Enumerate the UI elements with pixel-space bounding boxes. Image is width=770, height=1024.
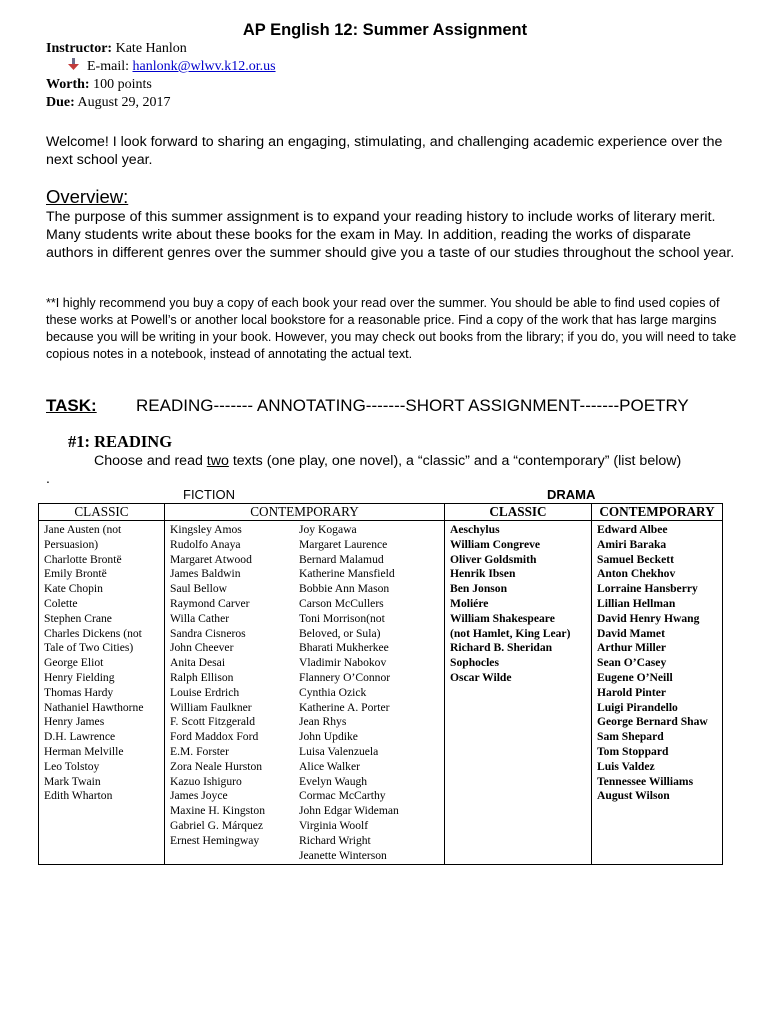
list-item: Luigi Pirandello [597, 700, 678, 714]
list-item: Flannery O’Connor [299, 670, 391, 684]
drama-label: DRAMA [547, 487, 596, 502]
list-item: John Cheever [170, 641, 234, 655]
list-item: Kate Chopin [44, 582, 103, 596]
list-item: Luis Valdez [597, 759, 655, 773]
list-item: Anita Desai [170, 656, 226, 670]
reading-heading: #1: READING [68, 432, 173, 451]
task-label: TASK: [46, 396, 97, 415]
instructor-name: Kate Hanlon [115, 41, 187, 56]
list-item: Colette [44, 596, 78, 610]
list-item: Henry Fielding [44, 670, 115, 684]
email-line [68, 58, 276, 75]
drama-contemporary-list [592, 521, 723, 865]
list-item: Oliver Goldsmith [450, 552, 537, 566]
list-item: Toni Morrison(not [299, 611, 385, 625]
list-item: Luisa Valenzuela [299, 744, 379, 758]
fiction-classic-items [44, 523, 164, 804]
overview-heading: Overview: [46, 186, 129, 207]
list-item: Gabriel G. Márquez [170, 818, 264, 832]
list-item: Sophocles [450, 656, 499, 670]
stray-dot: . [46, 470, 50, 486]
list-item: Bernard Malamud [299, 552, 384, 566]
list-item: Charles Dickens (not [44, 626, 142, 640]
list-item: Sam Shepard [597, 730, 664, 744]
list-item: Henry James [44, 715, 105, 729]
list-item: Cynthia Ozick [299, 685, 367, 699]
list-item: Eugene O’Neill [597, 670, 673, 684]
list-item: Kazuo Ishiguro [170, 774, 242, 788]
list-item: Emily Brontë [44, 567, 107, 581]
list-item: Charlotte Brontë [44, 552, 122, 566]
list-item: Ralph Ellison [170, 670, 234, 684]
instructions-post: texts (one play, one novel), a “classic” and a “contemporary” (list below) [228, 453, 682, 469]
due-label: Due: [46, 95, 75, 110]
list-item: William Congreve [450, 537, 541, 551]
list-item: Leo Tolstoy [44, 759, 100, 773]
list-item: Samuel Beckett [597, 552, 674, 566]
list-item: John Updike [299, 730, 358, 744]
list-item: Bharati Mukherkee [299, 641, 389, 655]
list-item: Sean O’Casey [597, 656, 667, 670]
list-item: Arthur Miller [597, 641, 667, 655]
list-item: Margaret Laurence [299, 537, 388, 551]
list-item: Louise Erdrich [170, 685, 240, 699]
list-item: Alice Walker [299, 759, 360, 773]
email-link[interactable]: hanlonk@wlwv.k12.or.us [132, 59, 276, 74]
list-item: Amiri Baraka [597, 537, 667, 551]
list-item: Herman Melville [44, 744, 124, 758]
list-item: Willa Cather [170, 611, 230, 625]
list-item: William Shakespeare [450, 611, 555, 625]
list-item: Nathaniel Hawthorne [44, 700, 144, 714]
list-item: Aeschylus [450, 523, 500, 536]
drama-contemporary-header: CONTEMPORARY [592, 504, 723, 521]
list-item: Anton Chekhov [597, 567, 676, 581]
list-item: Oscar Wilde [450, 670, 512, 684]
list-item: George Eliot [44, 656, 104, 670]
list-item: Saul Bellow [170, 582, 228, 596]
drama-classic-header: CLASSIC [445, 504, 592, 521]
list-item: Tennessee Williams [597, 774, 694, 788]
list-item: Raymond Carver [170, 596, 250, 610]
list-item: Jeanette Winterson [299, 848, 387, 862]
book-list-table [38, 503, 723, 865]
drama-contemporary-items [597, 523, 722, 804]
list-item: Edith Wharton [44, 789, 113, 803]
list-item: Beloved, or Sula) [299, 626, 381, 640]
list-item: Henrik Ibsen [450, 567, 516, 581]
list-item: David Mamet [597, 626, 665, 640]
list-item: Rudolfo Anaya [170, 537, 241, 551]
arrow-down-bullet-icon [68, 58, 79, 71]
worth-value: 100 points [93, 77, 152, 92]
overview-paragraph: The purpose of this summer assignment is to expand your reading history to include works of literary merit. Many students write about these books for the exam in May. In addition, reading the works of disparate authors in different genres over the summer should give you a taste of our studies throughout the school year. [46, 209, 735, 261]
list-item: Richard Wright [299, 833, 371, 847]
list-item: Margaret Atwood [170, 552, 252, 566]
list-item: Moliére [450, 596, 489, 610]
instructor-line [46, 40, 187, 58]
list-item: Lillian Hellman [597, 596, 676, 610]
list-item: Katherine Mansfield [299, 567, 395, 581]
fiction-classic-header: CLASSIC [39, 504, 165, 521]
list-item: Sandra Cisneros [170, 626, 246, 640]
list-item: D.H. Lawrence [44, 730, 116, 744]
fiction-label: FICTION [183, 487, 235, 502]
list-item: George Bernard Shaw [597, 715, 708, 729]
list-item: Richard B. Sheridan [450, 641, 553, 655]
list-item: Cormac McCarthy [299, 789, 386, 803]
list-item: Ernest Hemingway [170, 833, 260, 847]
recommend-paragraph: **I highly recommend you buy a copy of each book your read over the summer. You should be able to find used copies of these works at Powell’s or another local bookstore for a reasonable price. Find a copy of the work that has large margins because you will be writing in your book. However, you may check out books from the library; if you do, you will need to take copious notes in a notebook, instead of annotating the actual text. [46, 296, 737, 361]
list-item: Vladimir Nabokov [299, 656, 387, 670]
fiction-contemporary-items-b [299, 523, 399, 863]
list-item: E.M. Forster [170, 744, 229, 758]
list-item: David Henry Hwang [597, 611, 700, 625]
list-item: Thomas Hardy [44, 685, 114, 699]
list-item: Tale of Two Cities) [44, 641, 134, 655]
drama-classic-items [450, 523, 591, 686]
list-item: Ben Jonson [450, 582, 508, 596]
list-item: Joy Kogawa [299, 523, 357, 536]
email-label: E-mail: [87, 59, 129, 74]
list-item: Bobbie Ann Mason [299, 582, 390, 596]
list-item: Lorraine Hansberry [597, 582, 698, 596]
instructions-two: two [206, 453, 229, 469]
list-item: F. Scott Fitzgerald [170, 715, 256, 729]
fiction-contemporary-header: CONTEMPORARY [165, 504, 445, 521]
list-item: Jane Austen (not [44, 523, 122, 536]
instructor-label: Instructor: [46, 41, 113, 56]
list-item: Mark Twain [44, 774, 101, 788]
list-item: Evelyn Waugh [299, 774, 368, 788]
list-item: (not Hamlet, King Lear) [450, 626, 571, 640]
page-title: AP English 12: Summer Assignment [242, 21, 528, 39]
list-item: Harold Pinter [597, 685, 667, 699]
due-line [46, 94, 170, 112]
task-line: READING------- ANNOTATING-------SHORT ASSIGNMENT-------POETRY [136, 396, 689, 415]
drama-classic-list [445, 521, 592, 865]
list-item: Zora Neale Hurston [170, 759, 263, 773]
fiction-contemporary-items-a [170, 523, 299, 863]
list-item: James Joyce [170, 789, 228, 803]
fiction-classic-list [39, 521, 165, 865]
list-item: James Baldwin [170, 567, 241, 581]
worth-label: Worth: [46, 77, 90, 92]
due-value: August 29, 2017 [77, 95, 171, 110]
list-item: Tom Stoppard [597, 744, 669, 758]
instructions-pre: Choose and read [94, 453, 207, 469]
list-item: William Faulkner [170, 700, 252, 714]
welcome-paragraph: Welcome! I look forward to sharing an engaging, stimulating, and challenging academic experience over the next school year. [46, 134, 723, 168]
list-item: Ford Maddox Ford [170, 730, 259, 744]
list-item: Persuasion) [44, 537, 99, 551]
list-item: Jean Rhys [299, 715, 347, 729]
list-item: Edward Albee [597, 523, 668, 536]
list-item: Virginia Woolf [299, 818, 369, 832]
reading-instructions [94, 453, 681, 469]
list-item: Katherine A. Porter [299, 700, 390, 714]
list-item: Stephen Crane [44, 611, 112, 625]
list-item: August Wilson [597, 789, 670, 803]
fiction-contemporary-list [165, 521, 445, 865]
list-item: Kingsley Amos [170, 523, 242, 536]
worth-line [46, 76, 152, 94]
list-item: John Edgar Wideman [299, 804, 399, 818]
list-item: Carson McCullers [299, 596, 384, 610]
list-item: Maxine H. Kingston [170, 804, 265, 818]
